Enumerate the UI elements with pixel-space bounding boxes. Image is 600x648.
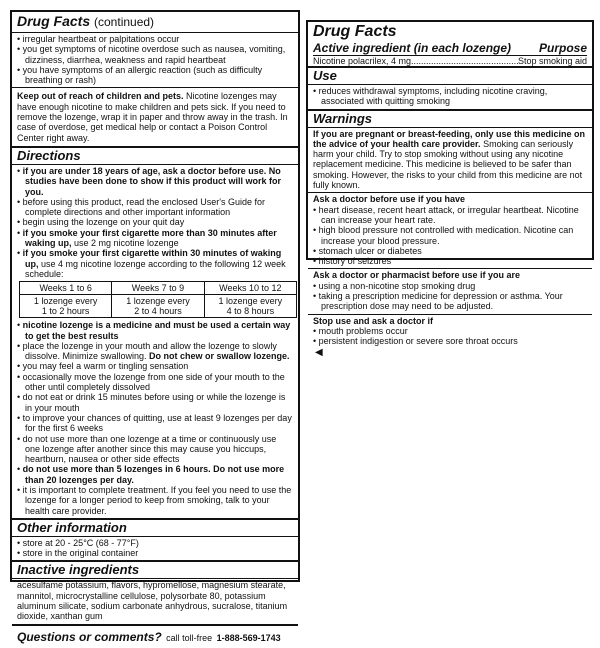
table-header-cell: Weeks 10 to 12 <box>204 282 296 295</box>
list-item <box>17 248 293 279</box>
keep-out-text <box>17 91 293 142</box>
list-item: • persistent indigestion or severe sore throat occurs <box>313 336 587 346</box>
other-information-section <box>12 520 298 563</box>
cell-line: 1 lozenge every <box>126 296 190 307</box>
list-item <box>17 413 293 434</box>
list-item: • you get symptoms of nicotine overdose such as nausea, vomiting, dizziness, diarrhea, weakness and rapid heartbeat <box>17 44 293 65</box>
list-item <box>17 361 293 371</box>
list-item <box>17 464 293 485</box>
inactive-text: acesulfame potassium, flavors, hypromellose, magnesium stearate, mannitol, microcrystalline cellulose, polysorbate 80, potassium aluminum silicate, sodium carbonate anhydrous, sucralose, titanium dioxide, xanthan gum <box>17 580 288 622</box>
list-item: • using a non-nicotine stop smoking drug <box>313 281 587 291</box>
stop-use-block <box>313 315 587 358</box>
list-item: • taking a prescription medicine for depression or asthma. Your prescription dose may need to be adjusted. <box>313 291 587 312</box>
stop-use-list <box>313 326 587 347</box>
schedule-table <box>19 281 297 318</box>
list-item: • high blood pressure not controlled with medication. Nicotine can increase your blood pressure. <box>313 225 587 246</box>
other-info-heading: Other information <box>12 521 298 537</box>
list-item <box>17 341 293 362</box>
list-item <box>17 434 293 465</box>
table-header-cell: Weeks 7 to 9 <box>112 282 204 295</box>
list-item: • heart disease, recent heart attack, or irregular heartbeat. Nicotine can increase your heart rate. <box>313 205 587 226</box>
cell-line: 1 lozenge every <box>33 296 98 307</box>
list-item <box>17 217 293 227</box>
drug-facts-panel <box>306 20 594 358</box>
cell-line: 1 lozenge every <box>218 296 283 307</box>
keep-out-section <box>12 88 298 147</box>
directions-section <box>12 148 298 520</box>
item-text: place the lozenge in your mouth and allow the lozenge to slowly dissolve. Minimize swallowing. <box>22 340 277 362</box>
list-item <box>17 228 293 249</box>
questions-phone: 1-888-569-1743 <box>216 632 281 643</box>
leader-dots <box>411 56 518 66</box>
list-item: • history of seizures <box>313 256 587 266</box>
item-text: use 2 mg nicotine lozenge <box>71 238 179 249</box>
ask-pharmacist-heading: Ask a doctor or pharmacist before use if you are <box>313 270 521 281</box>
questions-heading: Questions or comments? <box>17 629 162 644</box>
ask-doctor-block <box>308 193 592 269</box>
item-bold: if you smoke your first cigarette within 30 minutes of waking up, <box>22 248 282 269</box>
warnings-body: Smoking can seriously harm your child. Try to stop smoking without using any nicotine replacement medicine. This medicine is believed to be safer than smoking. However, the risks to your child from this medicine are not fully known. <box>313 138 583 191</box>
directions-list-b <box>17 320 293 516</box>
table-row <box>20 295 297 318</box>
ask-pharmacist-block <box>308 269 592 314</box>
panel-title: Drug Facts <box>313 23 397 40</box>
list-item: • store in the original container <box>17 548 293 558</box>
continued-header <box>12 12 298 33</box>
title-suffix: (continued) <box>94 15 155 29</box>
cell-line: 4 to 8 hours <box>226 306 275 317</box>
list-item <box>17 320 293 341</box>
list-item <box>17 197 293 218</box>
keep-out-body: Nicotine lozenges may have enough nicotine to make children and pets sick. If you need to remove the lozenge, wrap it in paper and throw away in the trash. In case of overdose, get medical help or contact a Poison Control Center right away. <box>17 91 288 143</box>
continue-arrow-icon: ◀ <box>315 346 323 358</box>
drug-facts-header <box>308 22 592 68</box>
cell-line: 2 to 4 hours <box>134 306 182 317</box>
table-header-cell: Weeks 1 to 6 <box>20 282 112 295</box>
ask-doctor-heading: Ask a doctor before use if you have <box>313 194 466 205</box>
use-list <box>313 86 587 107</box>
active-ingredient-row <box>313 56 587 66</box>
list-item <box>17 485 293 516</box>
item-text: do not eat or drink 15 minutes before using or while the lozenge is in your mouth <box>22 392 286 413</box>
warnings-heading: Warnings <box>308 112 592 128</box>
list-item: • irregular heartbeat or palpitations occur <box>17 34 293 44</box>
purpose-heading: Purpose <box>538 41 587 55</box>
use-heading: Use <box>308 69 592 85</box>
drug-facts-continued-panel <box>10 10 300 644</box>
questions-text: call toll-free <box>166 632 213 643</box>
use-section <box>308 68 592 111</box>
purpose-value: Stop smoking aid <box>517 56 587 66</box>
warnings-text <box>308 129 592 194</box>
ask-pharmacist-list <box>313 281 587 312</box>
item-bold: if you are under 18 years of age, ask a doctor before use. No studies have been done to show if this product will work for you. <box>22 165 282 197</box>
continued-list <box>17 34 293 85</box>
panel-title <box>17 13 293 30</box>
table-cell <box>20 295 112 318</box>
item-text: use 4 mg nicotine lozenge according to the following 12 week schedule: <box>25 258 286 279</box>
item-text: you may feel a warm or tingling sensation <box>22 361 189 372</box>
cell-line: 1 to 2 hours <box>41 306 90 317</box>
active-ingredient-heading: Active ingredient (in each lozenge) <box>313 41 512 55</box>
list-item <box>17 392 293 413</box>
warnings-bold: If you are pregnant or breast-feeding, only use this medicine on the advice of your health care provider. <box>313 128 586 149</box>
active-ingredient-name: Nicotine polacrilex, 4 mg <box>313 56 412 66</box>
table-header-row <box>20 282 297 295</box>
warnings-section <box>308 111 592 360</box>
table-cell <box>204 295 296 318</box>
item-text: to improve your chances of quitting, use at least 9 lozenges per day for the first 6 weeks <box>22 412 292 434</box>
item-bold: nicotine lozenge is a medicine and must be used a certain way to get the best results <box>22 320 291 341</box>
item-bold: if you smoke your first cigarette more than 30 minutes after waking up, <box>22 227 277 249</box>
item-text: begin using the lozenge on your quit day <box>22 217 185 228</box>
title-text: Drug Facts <box>17 13 91 29</box>
list-item <box>17 372 293 393</box>
directions-list-a <box>17 166 293 279</box>
questions-section <box>12 626 298 648</box>
inactive-ingredients-section <box>12 562 298 625</box>
item-bold: Do not chew or swallow lozenge. <box>149 351 290 362</box>
active-ingredient-header <box>313 41 587 56</box>
item-bold: do not use more than 5 lozenges in 6 hours. Do not use more than 20 lozenges per day. <box>22 464 285 485</box>
list-item: • you have symptoms of an allergic reaction (such as difficulty breathing or rash) <box>17 65 293 86</box>
other-info-list <box>17 538 293 559</box>
item-text: occasionally move the lozenge from one side of your mouth to the other until completely dissolved <box>22 371 285 393</box>
keep-out-bold: Keep out of reach of children and pets. <box>17 91 184 102</box>
list-item: • stomach ulcer or diabetes <box>313 246 587 256</box>
item-text: before using this product, read the enclosed User's Guide for complete directions and other important information <box>22 196 266 218</box>
item-text: do not use more than one lozenge at a time or continuously use one lozenge after another since this may cause you hiccups, heartburn, nausea or other side effects <box>22 433 277 465</box>
list-item: • mouth problems occur <box>313 326 587 336</box>
inactive-heading: Inactive ingredients <box>12 563 298 579</box>
ask-doctor-list <box>313 205 587 267</box>
list-item: • reduces withdrawal symptoms, including nicotine craving, associated with quitting smoking <box>313 86 587 107</box>
stop-use-heading: Stop use and ask a doctor if <box>313 315 434 326</box>
table-cell <box>112 295 204 318</box>
continued-warnings <box>12 33 298 88</box>
list-item: • store at 20 - 25°C (68 - 77°F) <box>17 538 293 548</box>
item-text: it is important to complete treatment. If you feel you need to use the lozenge for a longer period to keep from smoking, talk to your health care provider. <box>22 484 292 516</box>
list-item <box>17 166 293 197</box>
directions-heading: Directions <box>12 149 298 165</box>
